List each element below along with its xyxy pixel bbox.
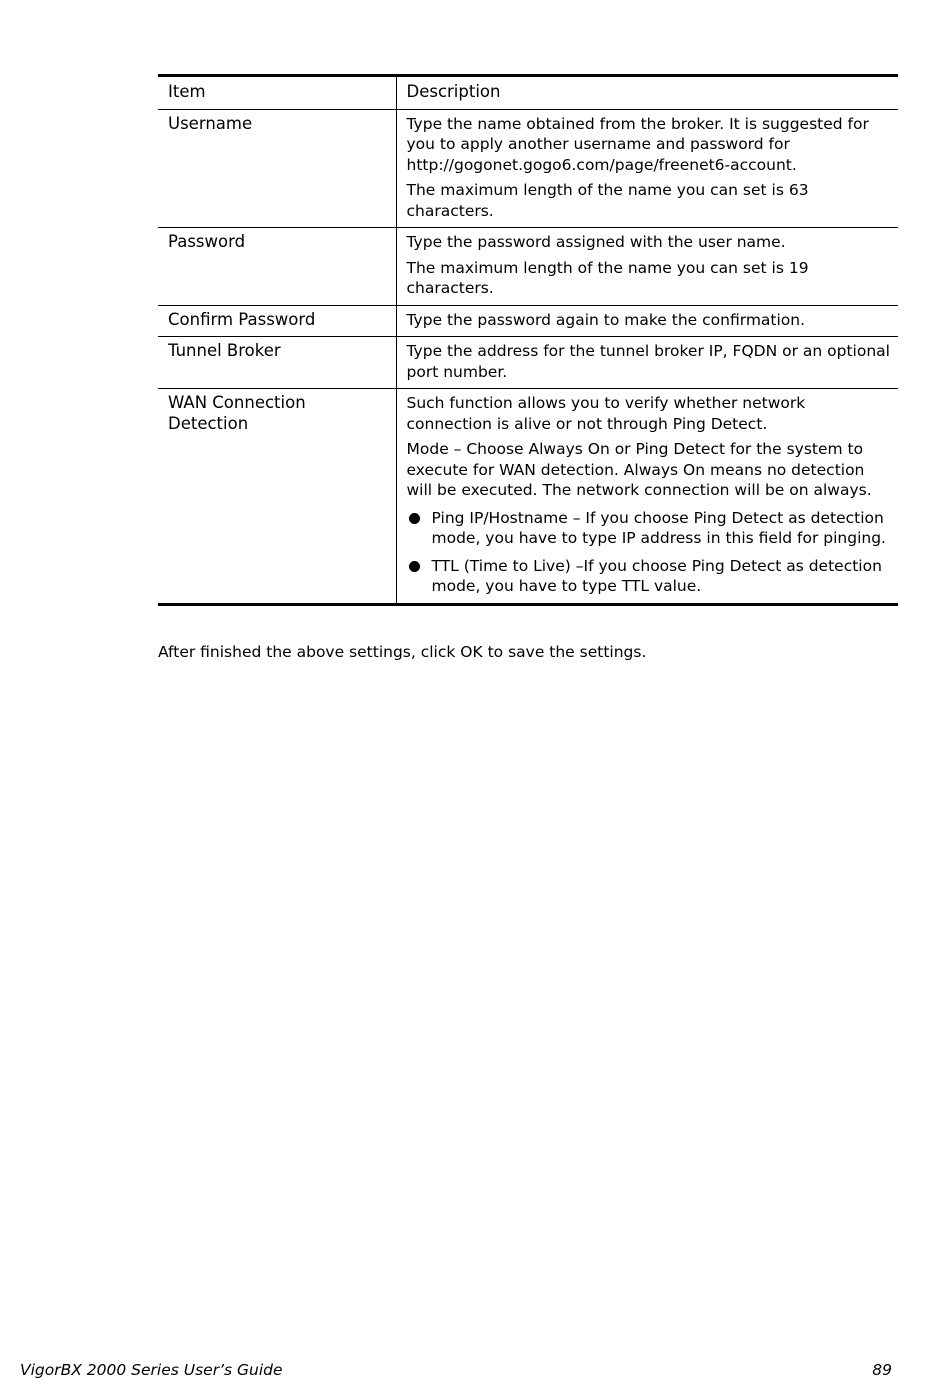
row-item-label: Tunnel Broker (158, 337, 396, 389)
table-row-tunnel-broker (158, 337, 898, 389)
row-item-label: WAN Connection Detection (158, 389, 396, 605)
footer-page-number: 89 (872, 1361, 892, 1379)
description-paragraph: Type the password again to make the confirmation. (406, 310, 806, 329)
settings-description-table (158, 74, 898, 606)
description-paragraph: Type the password assigned with the user name. (406, 233, 786, 251)
header-description: Description (396, 76, 898, 110)
description-paragraph: Mode – Choose Always On or Ping Detect for the system to execute for WAN detection. Always On means no detection will be executed. The network connection will be on always. (406, 440, 872, 499)
bullet-list (407, 508, 891, 597)
description-paragraph: The maximum length of the name you can set is 19 characters. (406, 258, 809, 297)
description-paragraph: Type the address for the tunnel broker IP, FQDN or an optional port number. (406, 342, 890, 381)
bullet-item (407, 556, 891, 597)
row-description (396, 109, 898, 228)
row-item-label: Password (158, 228, 396, 306)
row-item-label: Username (158, 109, 396, 228)
row-description (396, 389, 898, 605)
row-description (396, 228, 898, 306)
row-description (396, 337, 898, 389)
description-paragraph: Such function allows you to verify whether network connection is alive or not through Ping Detect. (406, 394, 806, 433)
table-header-row (158, 76, 898, 110)
bullet-text: Ping IP/Hostname – If you choose Ping Detect as detection mode, you have to type IP address in this field for pinging. (431, 508, 886, 547)
bullet-item (407, 508, 891, 549)
table-row-username (158, 109, 898, 228)
row-description (396, 305, 898, 337)
footer-guide-title: VigorBX 2000 Series User’s Guide (20, 1361, 283, 1379)
header-item: Item (158, 76, 396, 110)
bullet-dot-icon (409, 561, 420, 572)
description-paragraph: The maximum length of the name you can set is 63 characters. (406, 181, 809, 220)
table-row-password (158, 228, 898, 306)
description-paragraph: Type the name obtained from the broker. It is suggested for you to apply another username and password for http://gogonet.gogo6.com/page/freenet6-account. (406, 114, 869, 174)
row-item-label: Confirm Password (158, 305, 396, 337)
table-row-wan-connection-detection (158, 389, 898, 605)
after-table-note: After finished the above settings, click OK to save the settings. (158, 643, 647, 661)
table-row-confirm-password (158, 305, 898, 337)
bullet-dot-icon (409, 513, 420, 524)
bullet-text: TTL (Time to Live) –If you choose Ping Detect as detection mode, you have to type TTL value. (431, 556, 882, 595)
